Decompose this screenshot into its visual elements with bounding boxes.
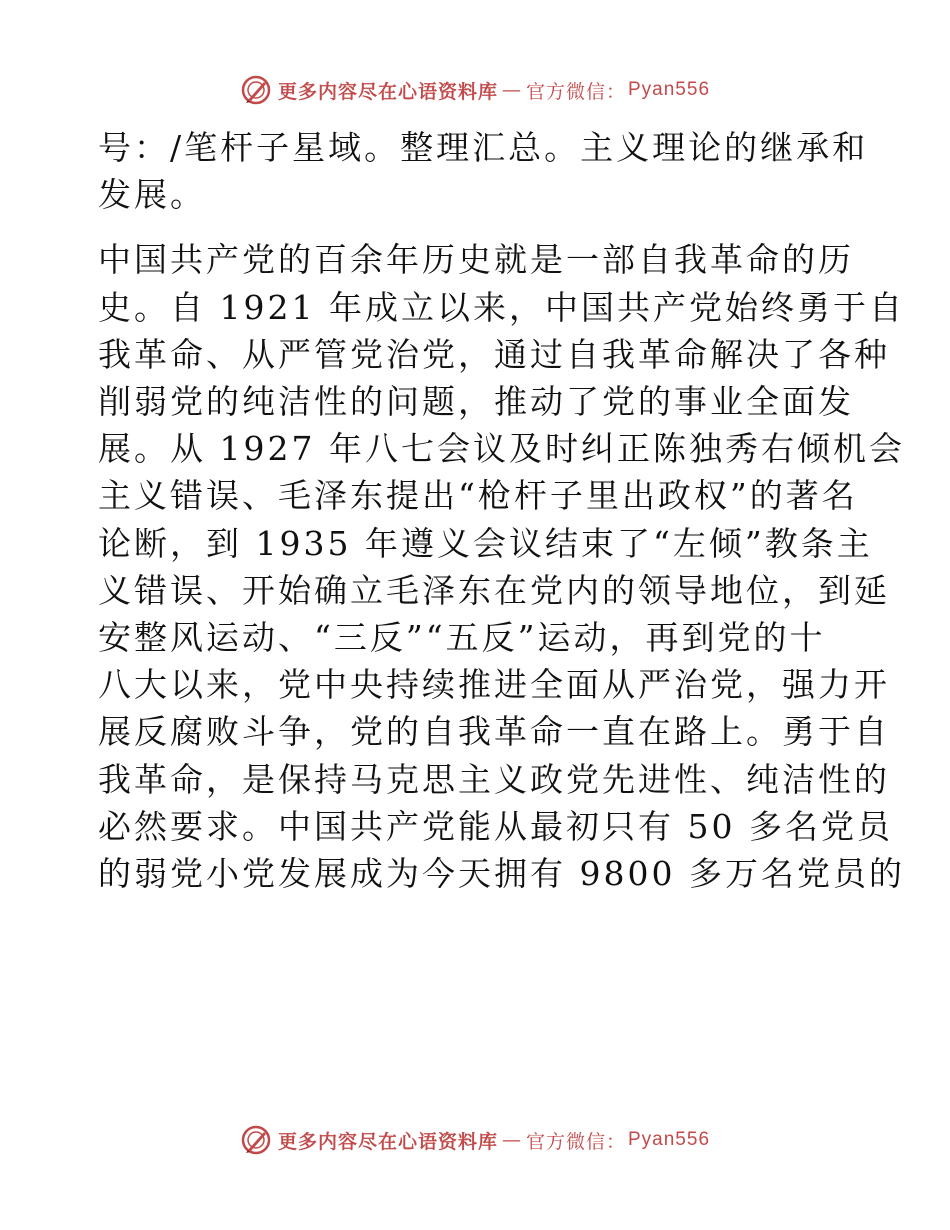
text-line: 号：/笔杆子星域。整理汇总。主义理论的继承和 (98, 128, 869, 167)
footer-watermark (0, 1120, 950, 1160)
header-title: 更多内容尽在心语资料库 (277, 80, 498, 103)
footer-dash: — (501, 1129, 522, 1151)
text-line: 我革命、从严管党治党，通过自我革命解决了各种 (98, 334, 890, 374)
text-line: 中国共产党的百余年历史就是一部自我革命的历 (98, 240, 854, 280)
text-line: 史。自 1921 年成立以来，中国共产党始终勇于自 (98, 287, 905, 327)
text-line: 削弱党的纯洁性的问题，推动了党的事业全面发 (98, 382, 854, 422)
paragraph-2 (98, 236, 905, 897)
text-line: 安整风运动、“三反”“五反”运动，再到党的十 (98, 618, 826, 658)
text-line: 展反腐败斗争，党的自我革命一直在路上。勇于自 (98, 712, 890, 752)
footer-wechat-id: Pyan556 (628, 1129, 711, 1150)
header-banner-text (278, 77, 710, 104)
text-line: 的弱党小党发展成为今天拥有 9800 多万名党员的 (98, 854, 905, 894)
header-wechat-label: 官方微信： (525, 80, 626, 103)
text-line: 论断，到 1935 年遵义会议结束了“左倾”教条主 (98, 523, 873, 563)
paragraph-1 (98, 124, 869, 218)
pen-circle-logo-icon (240, 74, 272, 106)
header-watermark (0, 70, 950, 110)
pen-circle-logo-icon (240, 1124, 272, 1156)
header-wechat-id: Pyan556 (628, 79, 711, 100)
text-line: 必然要求。中国共产党能从最初只有 50 多名党员 (98, 806, 893, 846)
document-body (98, 124, 905, 897)
header-dash: — (501, 79, 522, 101)
text-line: 我革命，是保持马克思主义政党先进性、纯洁性的 (98, 759, 890, 799)
footer-banner-text (278, 1127, 710, 1154)
text-line: 发展。 (98, 175, 206, 215)
footer-wechat-label: 官方微信： (525, 1130, 626, 1153)
text-line: 义错误、开始确立毛泽东在党内的领导地位，到延 (98, 570, 890, 610)
text-line: 主义错误、毛泽东提出“枪杆子里出政权”的著名 (98, 476, 858, 516)
footer-title: 更多内容尽在心语资料库 (277, 1130, 498, 1153)
text-line: 八大以来，党中央持续推进全面从严治党，强力开 (98, 665, 890, 705)
text-line: 展。从 1927 年八七会议及时纠正陈独秀右倾机会 (98, 429, 905, 469)
